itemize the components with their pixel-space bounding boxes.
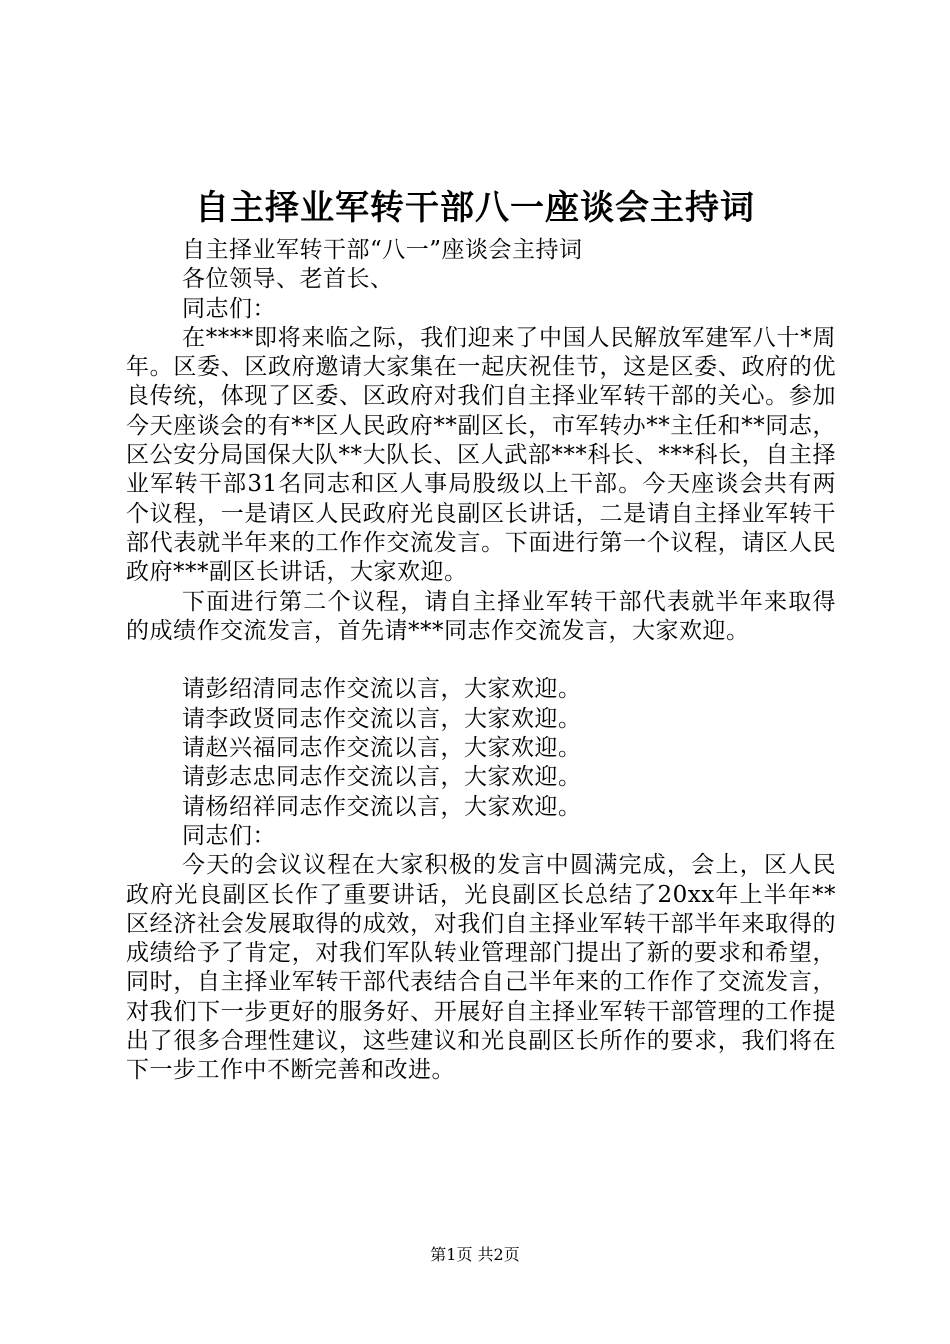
blank-line [126,646,836,675]
greeting-comrades: 同志们： [182,295,276,322]
document-title: 自主择业军转干部八一座谈会主持词 [195,188,755,228]
speaker-line: 请彭绍清同志作交流以言，大家欢迎。 [182,676,582,703]
speaker-line: 请杨绍祥同志作交流以言，大家欢迎。 [182,793,582,820]
paragraph-closing: 今天的会议议程在大家积极的发言中圆满完成，会上，区人民政府光良副区长作了重要讲话，光良副区长总结了20xx年上半年**区经济社会发展取得的成效，对我们自主择业军转干部半年来取得的成绩给予了肯定，对我们军队转业管理部门提出了新的要求和希望，同时，自主择业军转干部代表结合自己半年来的工作作了交流发言，对我们下一步更好的服务好、开展好自主择业军转干部管理的工作提出了很多合理性建议，这些建议和光良副区长所作的要求，我们将在下一步工作中不断完善和改进。 [126,852,836,1084]
speaker-line: 请李政贤同志作交流以言，大家欢迎。 [182,705,582,732]
greeting-comrades-closing: 同志们： [182,822,276,849]
speaker-line: 请赵兴福同志作交流以言，大家欢迎。 [182,735,582,762]
greeting-leaders: 各位领导、老首长、 [182,266,394,293]
subtitle-line: 自主择业军转干部“八一”座谈会主持词 [182,237,583,263]
page-footer: 第1页 共2页 [430,1245,520,1264]
paragraph-second-agenda: 下面进行第二个议程，请自主择业军转干部代表就半年来取得的成绩作交流发言，首先请***同志作交流发言，大家欢迎。 [126,588,836,644]
document-body [126,236,836,1086]
paragraph-opening: 在****即将来临之际，我们迎来了中国人民解放军建军八十*周年。区委、区政府邀请大家集在一起庆祝佳节，这是区委、政府的优良传统，体现了区委、区政府对我们自主择业军转干部的关心。参加今天座谈会的有**区人民政府**副区长，市军转办**主任和**同志，区公安分局国保大队**大队长、区人武部***科长、***科长，自主择业军转干部31名同志和区人事局股级以上干部。今天座谈会共有两个议程，一是请区人民政府光良副区长讲话，二是请自主择业军转干部代表就半年来的工作作交流发言。下面进行第一个议程，请区人民政府***副区长讲话，大家欢迎。 [126,324,836,586]
speaker-line: 请彭志忠同志作交流以言，大家欢迎。 [182,764,582,791]
